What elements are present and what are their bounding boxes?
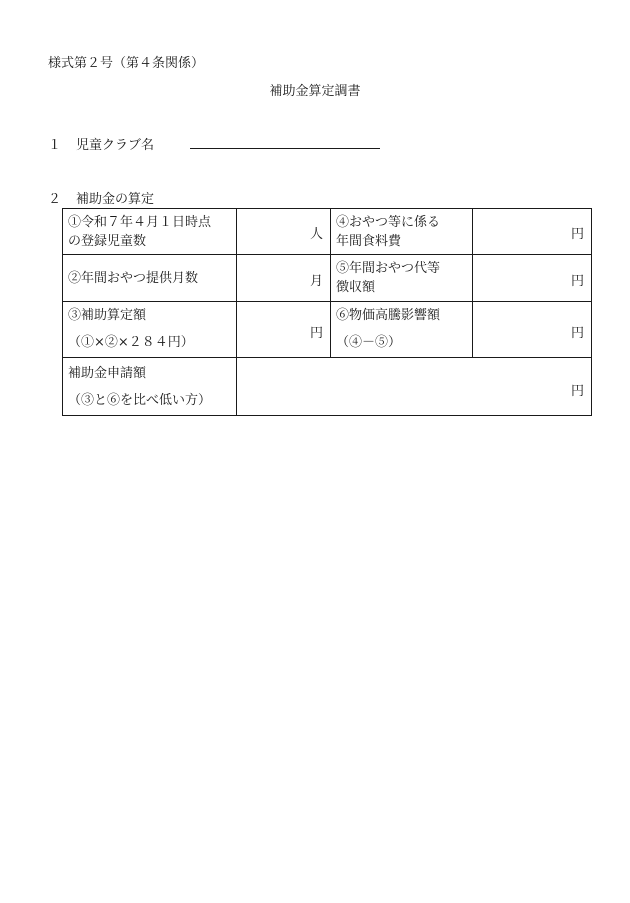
section-1-heading	[48, 134, 154, 153]
subsidy-request-label-line1: 補助金申請額	[68, 366, 147, 381]
registered-children-label-line2: の登録児童数	[68, 234, 147, 249]
club-name-label: 児童クラブ名	[76, 138, 155, 153]
subsidy-table	[62, 208, 592, 416]
annual-food-cost-label-line1: ④おやつ等に係る	[336, 215, 441, 230]
price-impact-label	[336, 306, 440, 352]
table-rule	[62, 208, 63, 416]
table-rule	[62, 415, 592, 416]
registered-children-label	[68, 213, 211, 251]
document-title: 補助金算定調書	[269, 84, 361, 99]
price-impact-formula: （④－⑤）	[336, 335, 402, 350]
section-2-heading	[48, 188, 154, 207]
table-rule	[62, 208, 592, 209]
annual-food-cost-label-line2: 年間食料費	[336, 234, 402, 249]
annual-food-cost-label	[336, 213, 440, 251]
table-rule	[330, 208, 331, 358]
subsidy-request-note: （③と⑥を比べ低い方）	[68, 393, 212, 408]
snack-months-label	[68, 269, 198, 288]
form-number: 様式第２号（第４条関係）	[48, 56, 205, 71]
snack-fee-collected-label-line1: ⑤年間おやつ代等	[336, 261, 441, 276]
price-impact-unit[interactable]: 円	[571, 326, 585, 341]
subsidy-calc-amount-unit[interactable]: 円	[310, 326, 324, 341]
subsidy-calc-label: 補助金の算定	[76, 192, 155, 207]
subsidy-calc-amount-label-line1: ③補助算定額	[68, 308, 147, 323]
club-name-field[interactable]	[190, 148, 380, 149]
registered-children-unit[interactable]: 人	[310, 227, 324, 242]
table-rule	[62, 357, 592, 358]
section-1-number: １	[48, 138, 62, 153]
registered-children-label-line1: ①令和７年４月１日時点	[68, 215, 212, 230]
snack-fee-collected-label-line2: 徴収額	[336, 280, 376, 295]
annual-food-cost-unit[interactable]: 円	[571, 227, 585, 242]
subsidy-request-unit[interactable]: 円	[571, 384, 585, 399]
table-rule	[591, 208, 592, 416]
snack-fee-collected-unit[interactable]: 円	[571, 274, 585, 289]
table-rule	[62, 254, 592, 255]
snack-months-unit[interactable]: 月	[310, 274, 324, 289]
subsidy-request-label	[68, 364, 211, 410]
table-rule	[62, 301, 592, 302]
section-2-number: ２	[48, 192, 62, 207]
price-impact-label-line1: ⑥物価高騰影響額	[336, 308, 441, 323]
table-rule	[472, 208, 473, 358]
table-rule	[236, 208, 237, 416]
subsidy-calc-amount-label	[68, 306, 194, 352]
snack-fee-collected-label	[336, 259, 440, 297]
subsidy-calc-amount-formula: （①×②×２８４円）	[68, 335, 194, 350]
snack-months-label-line1: ②年間おやつ提供月数	[68, 271, 199, 286]
